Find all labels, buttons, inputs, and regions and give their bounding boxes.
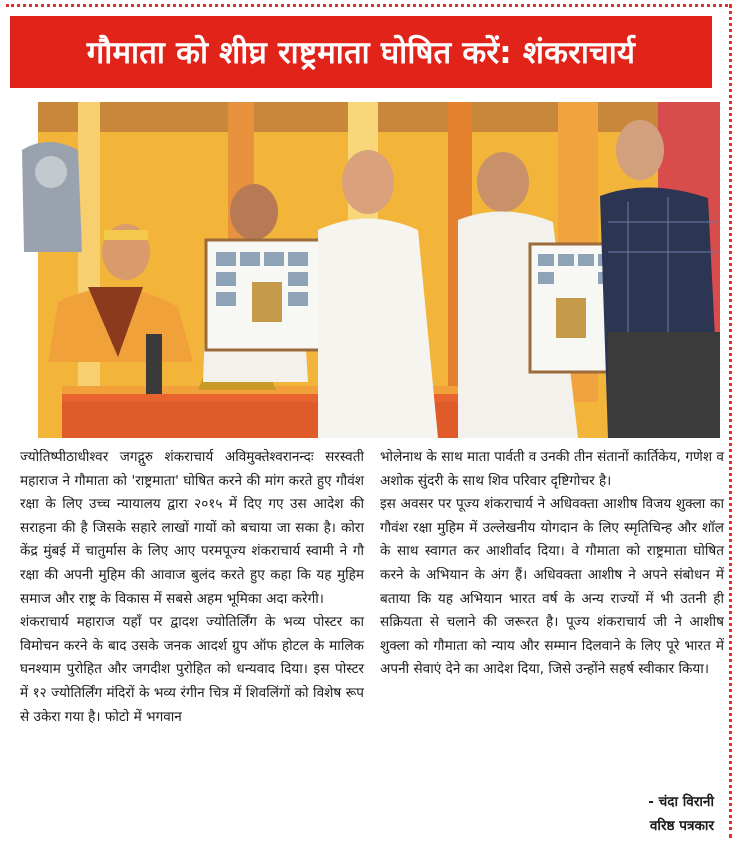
headline: गौमाता को शीघ्र राष्ट्रमाता घोषित करें: शंकराचार्य	[86, 35, 636, 71]
article-paragraph: इस अवसर पर पूज्य शंकराचार्य ने अधिवक्ता आशीष विजय शुक्ला का गौवंश रक्षा मुहिम में उल्लेखनीय योगदान के लिए स्मृतिचिन्ह और शॉल के साथ स्वागत कर आशीर्वाद दिया। वे गौमाता को राष्ट्रमाता घोषित करने के अभियान के अंग हैं। अधिवक्ता आशीष ने अपने संबोधन में बताया कि यह अभियान भारत वर्ष के अन्य राज्यों में भी उतनी ही सक्रियता से चलाने की जरूरत है। पूज्य शंकराचार्य जी ने आशीष शुक्ला को गौमाता को न्याय और सम्मान दिलवाने के लिए पूरे भारत में अपनी सेवाएं देने का आदेश दिया, जिसे उन्होंने सहर्ष स्वीकार किया।	[380, 496, 724, 678]
top-dotted-border	[6, 4, 728, 7]
headline-banner	[10, 16, 712, 88]
article-column-left	[20, 446, 364, 729]
byline-author: - चंदा विरानी	[648, 794, 714, 810]
article-paragraph: शंकराचार्य महाराज यहाँ पर द्वादश ज्योतिर्लिंग के भव्य पोस्टर का विमोचन करने के बाद उसके जनक आदर्श ग्रुप ऑफ होटल के मालिक घनश्याम पुरोहित और जगदीश पुरोहित को धन्यवाद दिया। इस पोस्टर में १२ ज्योतिर्लिंग मंदिरों के भव्य रंगीन चित्र में शिवलिंगों को विशेष रूप से उकेरा गया है। फोटो में भगवान	[20, 614, 364, 725]
article-paragraph: भोलेनाथ के साथ माता पार्वती व उनकी तीन संतानों कार्तिकेय, गणेश व अशोक सुंदरी के साथ शिव परिवार दृष्टिगोचर है।	[380, 449, 724, 489]
article-paragraph: ज्योतिष्पीठाधीश्वर जगद्गुरु शंकराचार्य अविमुक्तेश्वरानन्दः सरस्वती महाराज ने गौमाता को 'राष्ट्रमाता' घोषित करने की मांग करते हुए गौवंश रक्षा के लिए उच्च न्यायालय द्वारा २०१५ में दिए गए उस आदेश की सराहना की है जिसके सहारे लाखों गायों को बचाया जा सका है। कोरा केंद्र मुंबई में चातुर्मास के लिए आए परमपूज्य शंकराचार्य स्वामी ने गौ रक्षा की अपनी मुहिम की आवाज बुलंद करते हुए कहा कि यह मुहिम समाज और राष्ट्र के विकास में सबसे अहम भूमिका अदा करेगी।	[20, 449, 364, 607]
byline-designation: वरिष्ठ पत्रकार	[649, 817, 714, 834]
right-dotted-border	[729, 4, 732, 838]
photo-illustration	[18, 102, 720, 438]
byline	[648, 791, 714, 838]
news-photo	[18, 102, 720, 438]
article-column-right	[380, 446, 724, 682]
